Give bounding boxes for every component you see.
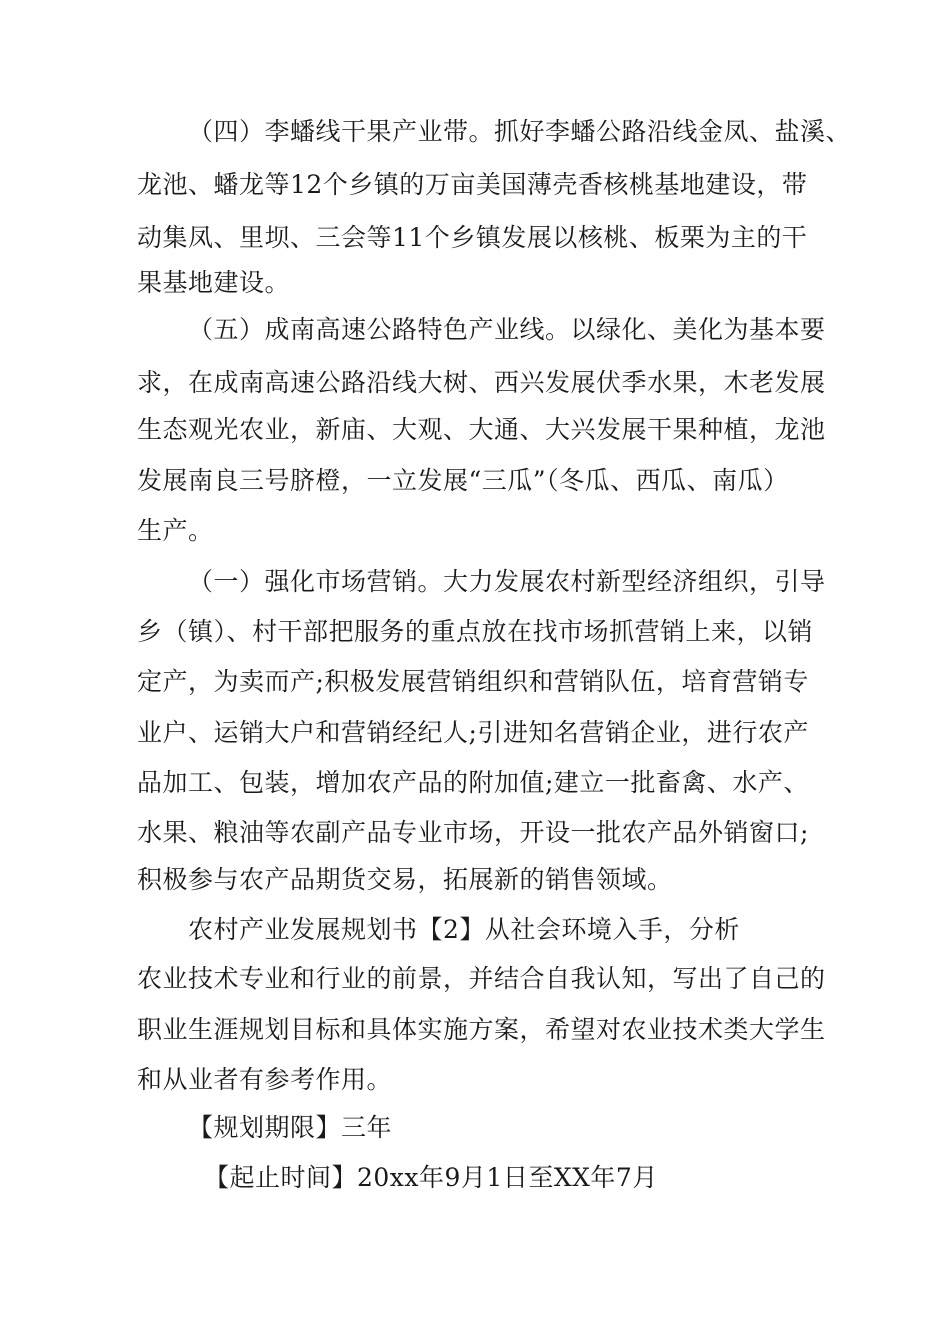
text-line: （一）强化市场营销。大力发展农村新型经济组织，引导	[188, 567, 826, 596]
text-line: 果基地建设。	[137, 268, 291, 297]
text-line: 和从业者有参考作用。	[137, 1065, 393, 1094]
text-line: 生态观光农业，新庙、大观、大通、大兴发展干果种植，龙池	[137, 415, 826, 444]
text-line: 动集凤、里坝、三会等11个乡镇发展以核桃、板栗为主的干	[137, 223, 808, 252]
text-line: 业户、运销大户和营销经纪人;引进知名营销企业，进行农产	[137, 718, 809, 747]
text-line: （五）成南高速公路特色产业线。以绿化、美化为基本要	[188, 315, 826, 344]
text-line: 乡（镇）、村干部把服务的重点放在找市场抓营销上来，以销	[137, 617, 814, 646]
text-line: 【规划期限】三年	[188, 1113, 393, 1142]
text-line: 定产，为卖而产;积极发展营销组织和营销队伍，培育营销专	[137, 667, 809, 696]
text-line: 龙池、蟠龙等12个乡镇的万亩美国薄壳香核桃基地建设，带	[137, 170, 808, 199]
text-line: 农业技术专业和行业的前景，并结合自我认知，写出了自己的	[137, 964, 826, 993]
text-line: 品加工、包装，增加农产品的附加值;建立一批畜禽、水产、	[137, 768, 809, 797]
text-line: 职业生涯规划目标和具体实施方案，希望对农业技术类大学生	[137, 1015, 826, 1044]
text-line: 积极参与农产品期货交易，拓展新的销售领域。	[137, 865, 673, 894]
text-line: 农村产业发展规划书【2】从社会环境入手，分析	[188, 915, 740, 944]
text-line: 发展南良三号脐橙，一立发展“三瓜”（冬瓜、西瓜、南瓜）	[137, 466, 789, 495]
text-line: 求，在成南高速公路沿线大树、西兴发展伏季水果，木老发展	[137, 368, 826, 397]
text-line: 水果、粮油等农副产品专业市场，开设一批农产品外销窗口;	[137, 818, 809, 847]
text-line: 【起止时间】20xx年9月1日至XX年7月	[204, 1163, 658, 1192]
text-line: （四）李蟠线干果产业带。抓好李蟠公路沿线金凤、盐溪、	[188, 117, 852, 146]
text-line: 生产。	[137, 516, 214, 545]
